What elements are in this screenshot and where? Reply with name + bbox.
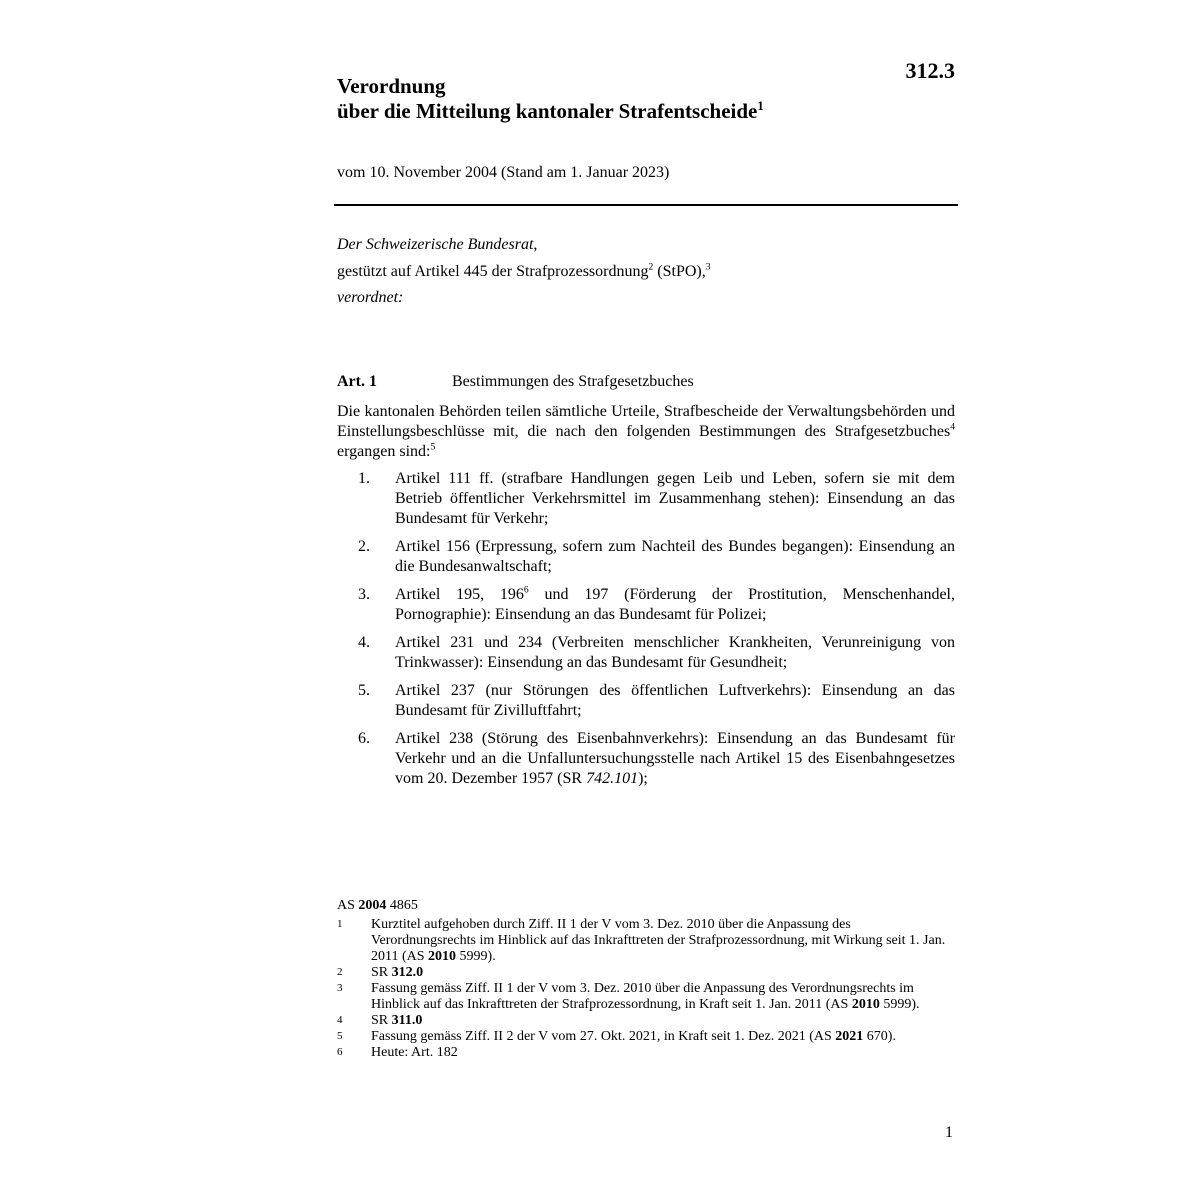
footnote: 2 SR 312.0 — [337, 965, 424, 980]
list-item: 6. Artikel 238 (Störung des Eisenbahnverkehrs): Einsendung an das Bundesamt für Verkehr und an die Unfalluntersuchungsstelle nach Artikel 15 des Eisenbahngesetzes vom 20. Dezember 1957 (SR 742.101); — [358, 730, 955, 787]
footnote-number: 3 — [337, 982, 343, 994]
title-line-1: Verordnung — [337, 74, 446, 98]
footnote-ref[interactable]: 3 — [705, 261, 711, 273]
footnotes — [337, 898, 957, 1061]
footnote-number: 4 — [337, 1014, 343, 1026]
article-list — [337, 469, 955, 797]
footnote: 4 SR 311.0 — [337, 1013, 423, 1028]
footnote-number: 1 — [337, 918, 343, 930]
footnote: 6 Heute: Art. 182 — [337, 1045, 458, 1060]
document-title — [337, 74, 764, 124]
footnote-number: 2 — [337, 966, 343, 978]
divider — [334, 204, 958, 206]
footnote-ref[interactable]: 2 — [648, 261, 654, 273]
date-line: vom 10. November 2004 (Stand am 1. Januar 2023) — [337, 164, 670, 181]
list-item: 4. Artikel 231 und 234 (Verbreiten menschlicher Krankheiten, Verunreinigung von Trinkwasser): Einsendung an das Bundesamt für Gesundheit; — [358, 634, 955, 671]
title-line-2: über die Mitteilung kantonaler Strafentscheide$^1$ — [337, 99, 764, 123]
footnote: 5 Fassung gemäss Ziff. II 2 der V vom 27. Okt. 2021, in Kraft seit 1. Dez. 2021 (AS 2021 670). — [337, 1029, 896, 1044]
list-item-number: 5. — [358, 682, 370, 699]
footnote-number: 6 — [337, 1046, 343, 1058]
as-reference: AS 2004 4865 — [337, 898, 418, 913]
footnote: 1 Kurztitel aufgehoben durch Ziff. II 1 der V vom 3. Dez. 2010 über die Anpassung des Verordnungsrechts im Hinblick auf das Inkrafttreten der Strafprozessordnung, mit Wirkung seit 1. Jan. 2011 (AS 2010 5999). — [337, 917, 946, 964]
list-item-number: 2. — [358, 538, 370, 555]
footnote-ref[interactable]: 5 — [430, 441, 436, 453]
list-item-number: 3. — [358, 586, 370, 603]
article-title: Bestimmungen des Strafgesetzbuches — [452, 373, 694, 390]
footnote-ref[interactable]: 1 — [757, 99, 764, 113]
list-item-number: 4. — [358, 634, 370, 651]
preamble-authority: Der Schweizerische Bundesrat, — [337, 236, 538, 253]
list-item: 3. Artikel 195, $196^6$ und 197 (Förderung der Prostitution, Menschenhandel, Pornographie): Einsendung an das Bundesamt für Polizei; — [358, 584, 955, 623]
sr-number: 312.3 — [905, 58, 955, 83]
sr-reference: 742.101 — [586, 770, 639, 787]
article-number: Art. 1 — [337, 373, 377, 390]
footnote-ref[interactable]: 6 — [523, 584, 529, 596]
footnote-number: 5 — [337, 1030, 343, 1042]
list-item-number: 6. — [358, 730, 370, 747]
list-item: 5. Artikel 237 (nur Störungen des öffentlichen Luftverkehrs): Einsendung an das Bundesamt für Zivilluftfahrt; — [358, 682, 955, 719]
preamble-basis: gestützt auf Artikel 445 der Strafprozessordnung$^2$ (StPO),$^3$ — [337, 261, 711, 280]
list-item-number: 1. — [358, 470, 370, 487]
article-intro: Die kantonalen Behörden teilen sämtliche Urteile, Strafbescheide der Verwaltungsbehörden und Einstellungsbeschlüsse mit, die nach den folgenden Bestimmungen des Strafgesetzbuches$^4$ ergangen sind:$^5$ — [337, 403, 955, 460]
footnote: 3 Fassung gemäss Ziff. II 1 der V vom 3. Dez. 2010 über die Anpassung des Verordnungsrechts im Hinblick auf das Inkrafttreten der Strafprozessordnung, in Kraft seit 1. Jan. 2011 (AS 2010 5999). — [337, 981, 920, 1012]
footnote-ref[interactable]: 4 — [950, 421, 955, 433]
list-item: 2. Artikel 156 (Erpressung, sofern zum Nachteil des Bundes begangen): Einsendung an die Bundesanwaltschaft; — [358, 538, 955, 575]
page-number: 1 — [945, 1124, 953, 1141]
preamble-decrees: verordnet: — [337, 289, 404, 306]
list-item: 1. Artikel 111 ff. (strafbare Handlungen gegen Leib und Leben, sofern sie mit dem Betrieb öffentlicher Verkehrsmittel im Zusammenhang stehen): Einsendung an das Bundesamt für Verkehr; — [358, 470, 955, 527]
